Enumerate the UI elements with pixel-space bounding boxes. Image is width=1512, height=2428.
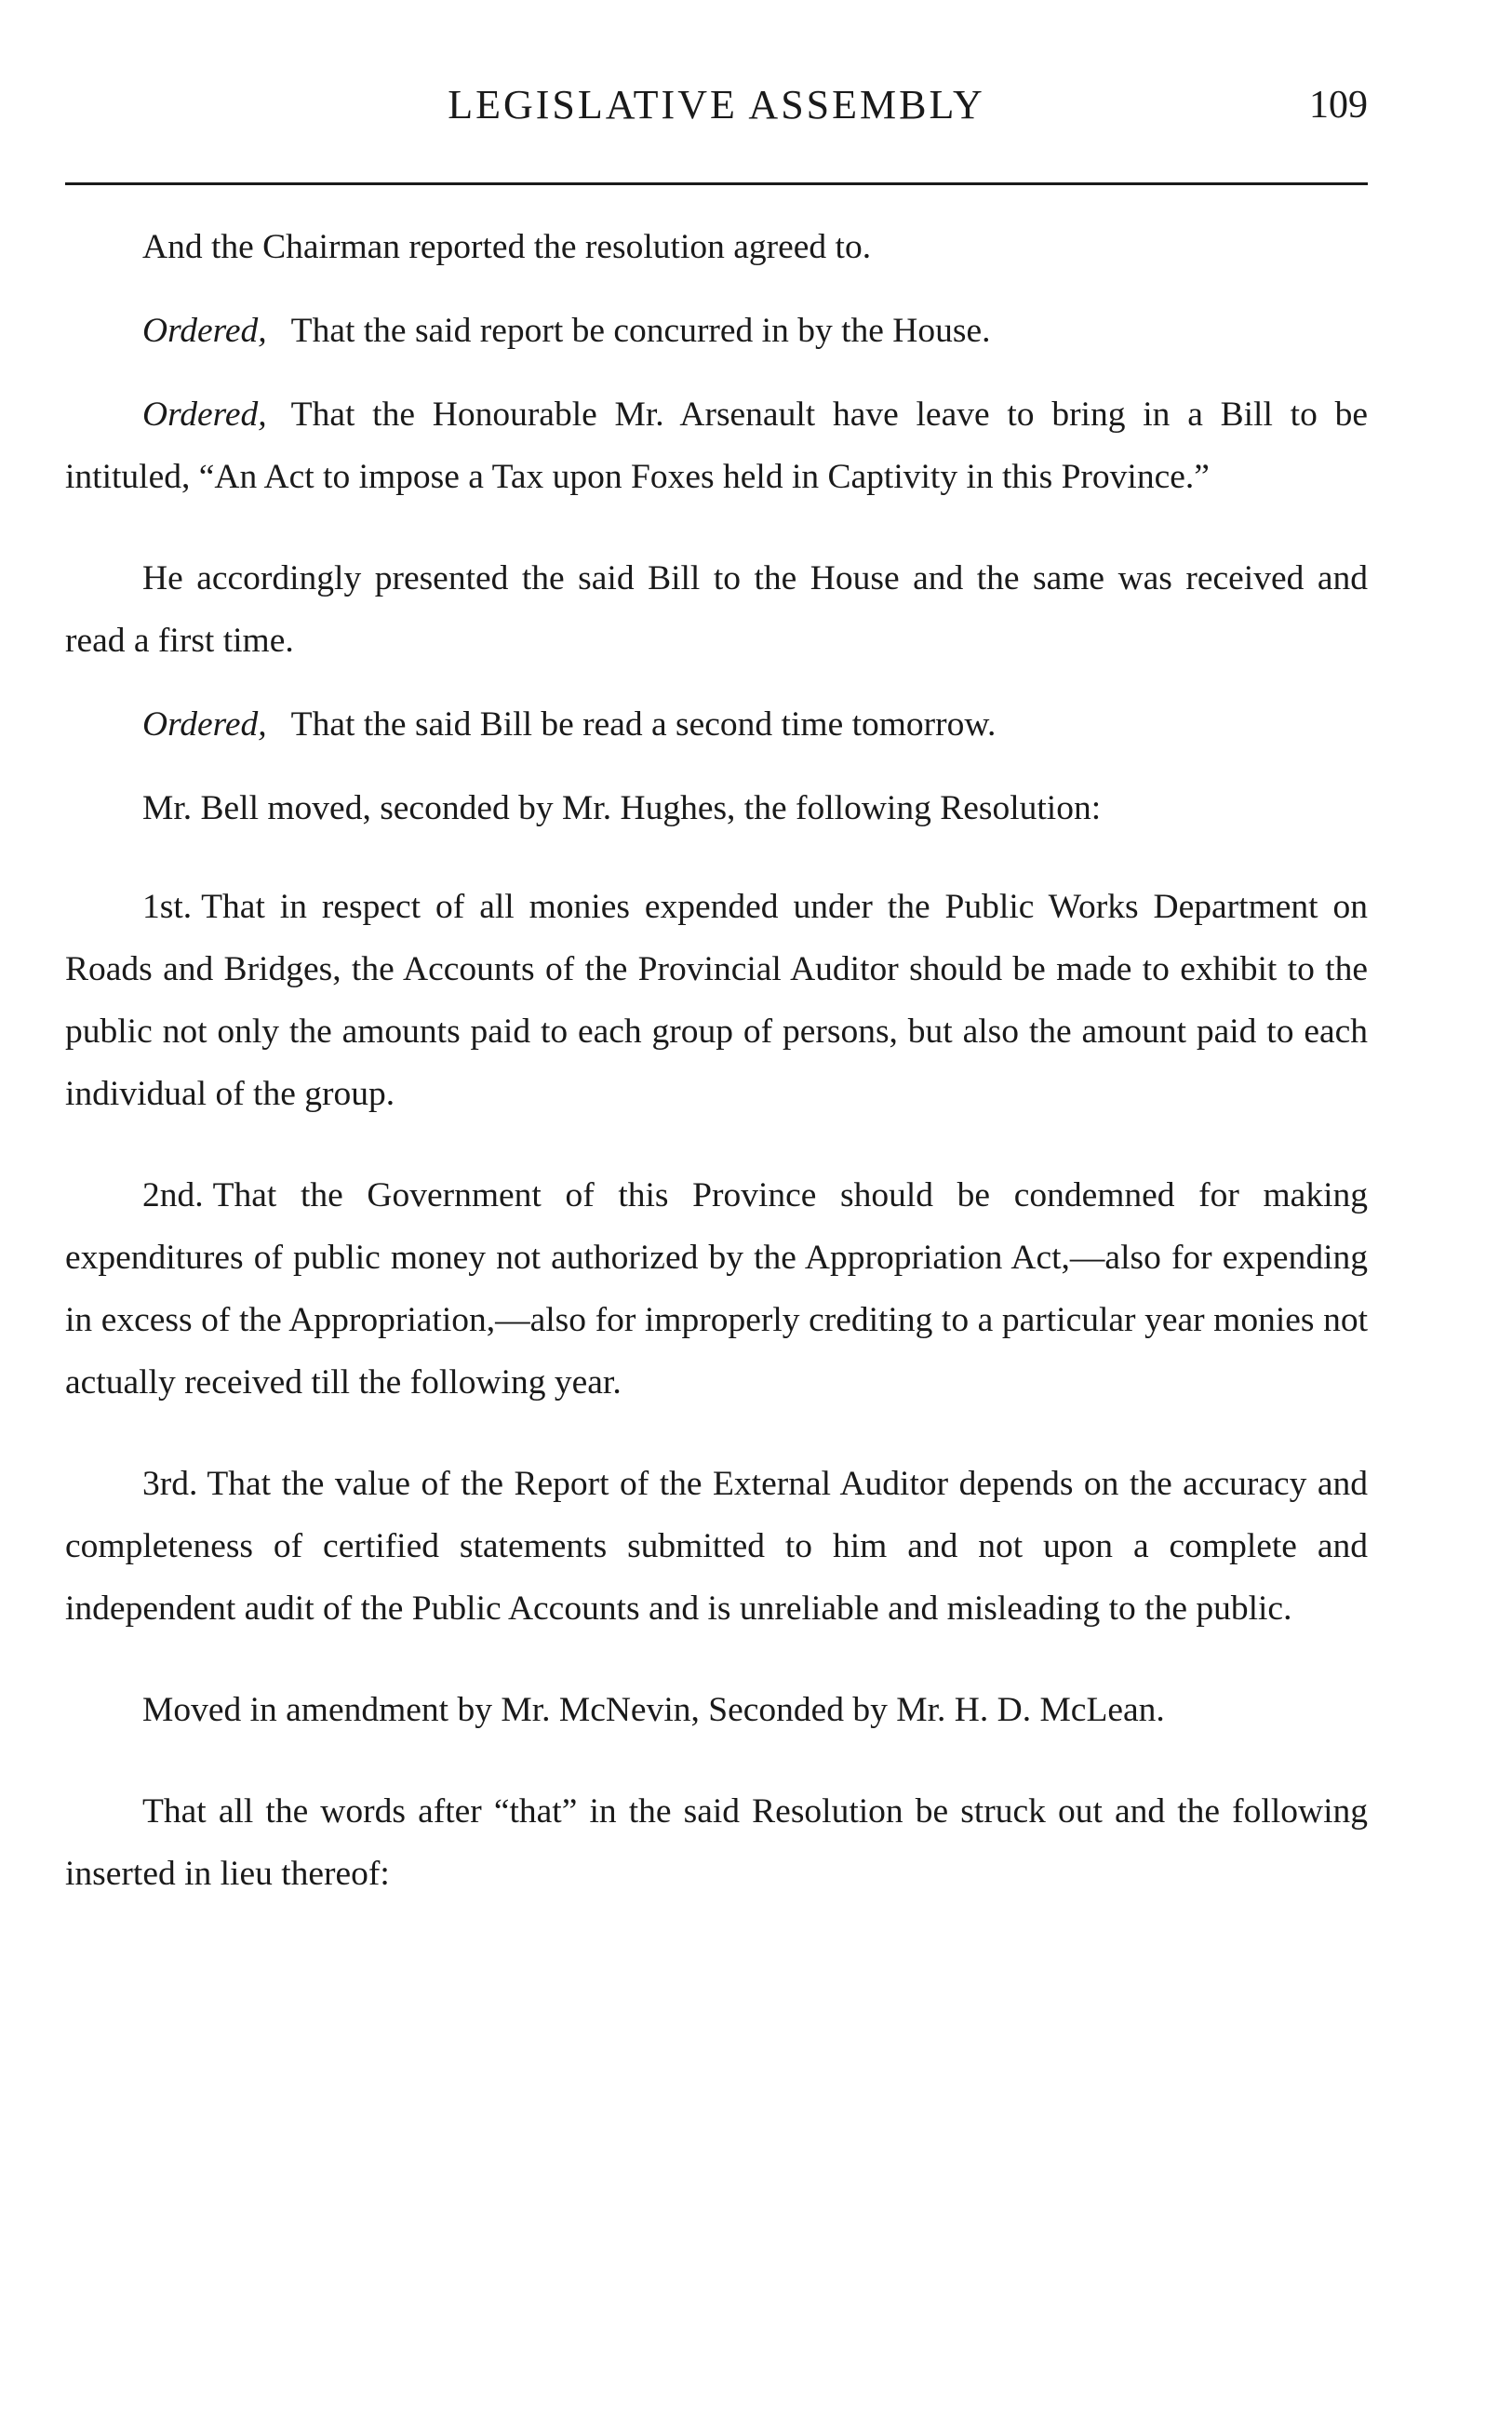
paragraph-resolution-second bbox=[65, 1164, 1368, 1414]
paragraph-text: That in respect of all monies expended under the Public Works Department on Roads and Bridges, the Accounts of the Provincial Auditor should be made to exhibit to the public not only the amounts paid to each group of persons, but also the amount paid to each individual of the group. bbox=[65, 888, 1368, 1113]
paragraph-resolution-third bbox=[65, 1453, 1368, 1640]
paragraph-bell-motion bbox=[65, 777, 1368, 839]
ordered-label: Ordered, bbox=[142, 705, 267, 744]
paragraph-resolution-first bbox=[65, 876, 1368, 1125]
body-text bbox=[65, 216, 1368, 1905]
ordered-label: Ordered, bbox=[142, 396, 267, 434]
paragraph-text: That the Honourable Mr. Arsenault have leave to bring in a Bill to be intituled, “An Act to impose a Tax upon Foxes held in Captivity in this Province.” bbox=[65, 396, 1368, 496]
paragraph-amendment-moved bbox=[65, 1679, 1368, 1741]
paragraph-chairman-report bbox=[65, 216, 1368, 278]
paragraph-order-concur bbox=[65, 300, 1368, 362]
header-rule bbox=[65, 182, 1368, 185]
paragraph-text: That the Government of this Province should be condemned for making expenditures of public money not authorized by the Appropriation Act,—also for expending in excess of the Appropriation,—also for improperly crediting to a particular year monies not actually received till the following year. bbox=[65, 1176, 1368, 1402]
paragraph-text: He accordingly presented the said Bill to the House and the same was received and read a first time. bbox=[65, 559, 1368, 660]
paragraph-amendment-text bbox=[65, 1780, 1368, 1905]
page-header bbox=[65, 73, 1368, 138]
paragraph-text: That the value of the Report of the External Auditor depends on the accuracy and completeness of certified statements submitted to him and not upon a complete and independent audit of the Public Accounts and is unreliable and misleading to the public. bbox=[65, 1465, 1368, 1628]
paragraph-text: And the Chairman reported the resolution agreed to. bbox=[142, 228, 872, 266]
running-title: LEGISLATIVE ASSEMBLY bbox=[448, 82, 985, 127]
paragraph-bill-presented bbox=[65, 547, 1368, 672]
paragraph-text: Moved in amendment by Mr. McNevin, Seconded by Mr. H. D. McLean. bbox=[142, 1691, 1165, 1729]
paragraph-text: That the said report be concurred in by the House. bbox=[290, 312, 991, 350]
resolution-number: 3rd. bbox=[142, 1465, 198, 1503]
resolution-number: 2nd. bbox=[142, 1176, 204, 1214]
paragraph-order-bill-leave bbox=[65, 383, 1368, 508]
paragraph-order-second-reading bbox=[65, 693, 1368, 756]
resolution-number: 1st. bbox=[142, 888, 193, 926]
paragraph-text: That the said Bill be read a second time tomorrow. bbox=[290, 705, 997, 744]
page-number: 109 bbox=[1309, 84, 1368, 127]
ordered-label: Ordered, bbox=[142, 312, 267, 350]
paragraph-text: Mr. Bell moved, seconded by Mr. Hughes, the following Resolution: bbox=[142, 789, 1102, 827]
paragraph-text: That all the words after “that” in the said Resolution be struck out and the following inserted in lieu thereof: bbox=[65, 1792, 1368, 1893]
